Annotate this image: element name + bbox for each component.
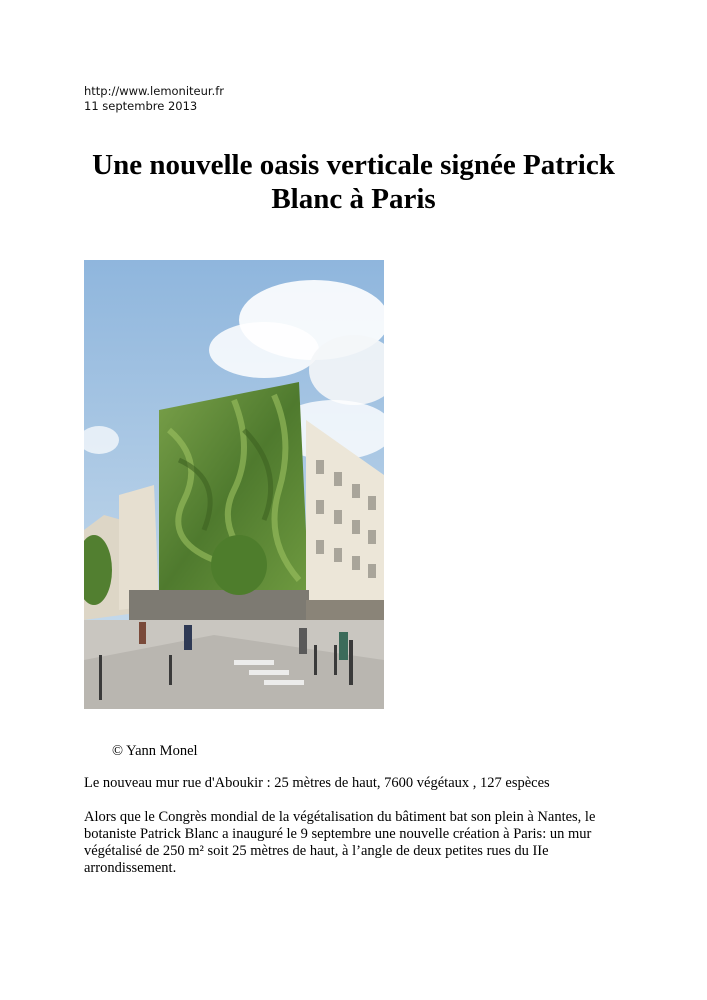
source-info <box>84 84 224 114</box>
photo-caption: Le nouveau mur rue d'Aboukir : 25 mètres de haut, 7600 végétaux , 127 espèces <box>84 775 550 791</box>
photo-credit: © Yann Monel <box>112 743 198 759</box>
title-line-1: Une nouvelle oasis verticale signée Patrick <box>92 149 615 181</box>
source-url[interactable]: http://www.lemoniteur.fr <box>84 84 225 98</box>
article-title <box>60 148 647 216</box>
article-paragraph: Alors que le Congrès mondial de la végétalisation du bâtiment bat son plein à Nantes, le botaniste Patrick Blanc a inauguré le 9 septembre une nouvelle création à Paris: un mur végétalisé de 250 m² soit 25 mètres de haut, à l’angle de deux petites rues du IIe arrondissement. <box>84 809 596 876</box>
source-date: 11 septembre 2013 <box>84 99 198 113</box>
vertical-garden-photo <box>84 260 384 709</box>
title-line-2: Blanc à Paris <box>271 183 436 215</box>
